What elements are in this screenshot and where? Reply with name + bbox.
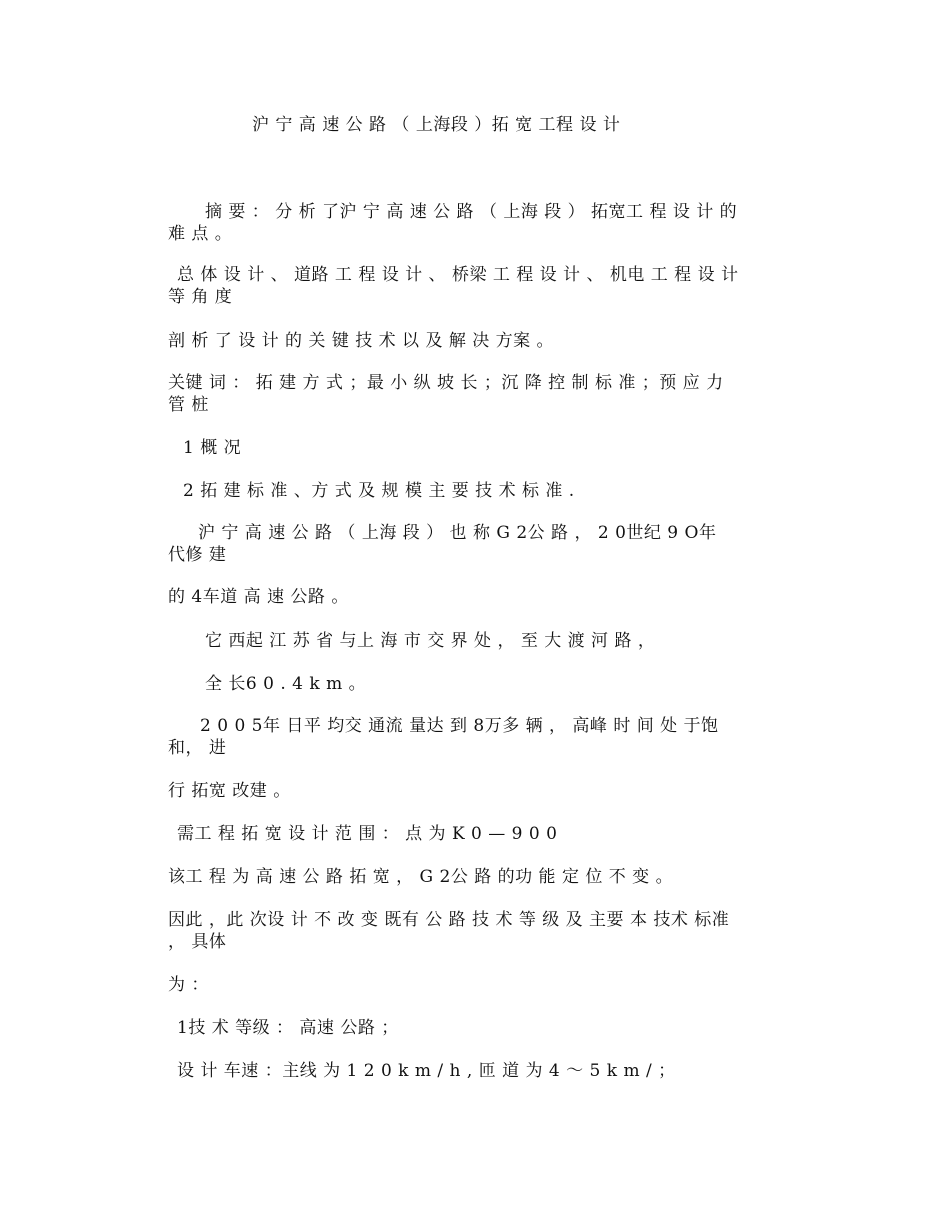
paragraph-line-12: ， 具体 xyxy=(168,932,227,952)
abstract-line-4: 等 角 度 xyxy=(168,287,233,307)
spec-line-1: 1技 术 等级 ： 高速 公路 ； xyxy=(177,1018,399,1038)
abstract-line-5: 剖 析 了 设 计 的 关 键 技 术 以 及 解 决 方案 。 xyxy=(168,331,555,351)
abstract-line-3: 总 体 设 计 、 道路 工 程 设 计 、 桥梁 工 程 设 计 、 机电 工 程 设 计 xyxy=(177,265,739,285)
abstract-line-1: 摘 要 ： 分 析 了沪 宁 高 速 公 路 （ 上海 段 ） 拓宽工 程 设 计 的 xyxy=(205,202,738,222)
document-title: 沪 宁 高 速 公 路 （ 上海段 ）拓 宽 工程 设 计 xyxy=(252,115,621,135)
abstract-line-2: 难 点 。 xyxy=(168,224,233,244)
keywords-line-2: 管 桩 xyxy=(168,395,209,415)
paragraph-line-2: 代修 建 xyxy=(168,545,227,565)
keywords-line-1: 关键 词 ： 拓 建 方 式 ；最 小 纵 坡 长 ；沉 降 控 制 标 准 ；预 应 力 xyxy=(168,373,724,393)
paragraph-line-3: 的 4车道 高 速 公路 。 xyxy=(168,587,349,607)
paragraph-line-4: 它 西起 江 苏 省 与上 海 市 交 界 处 ， 至 大 渡 河 路 ， xyxy=(205,631,656,651)
paragraph-line-9: 需工 程 拓 宽 设 计 范 围 ： 点 为 K 0 — 9 0 0 xyxy=(177,824,558,844)
paragraph-line-6: 2 0 0 5年 日平 均交 通流 量达 到 8万多 辆 ， 高峰 时 间 处 于饱 xyxy=(200,716,719,736)
section-heading-2: 2 拓 建 标 准 、方 式 及 规 模 主 要 技 术 标 准 . xyxy=(183,481,575,501)
paragraph-line-8: 行 拓宽 改建 。 xyxy=(168,781,291,801)
paragraph-line-5: 全 长6 0 . 4 k m 。 xyxy=(205,674,367,694)
paragraph-line-11: 因此 ，此 次设 计 不 改 变 既有 公 路 技 术 等 级 及 主要 本 技术 标准 xyxy=(168,910,730,930)
paragraph-line-10: 该工 程 为 高 速 公 路 拓 宽 ， G 2公 路 的功 能 定 位 不 变 。 xyxy=(168,867,674,887)
section-heading-1: 1 概 况 xyxy=(183,438,242,458)
paragraph-line-13: 为 ： xyxy=(168,975,209,995)
paragraph-line-7: 和， 进 xyxy=(168,738,227,758)
spec-line-2: 设 计 车速 ：主线 为 1 2 0 k m / h , 匝 道 为 4 ～ 5 k m / ； xyxy=(177,1061,676,1081)
paragraph-line-1: 沪 宁 高 速 公 路 （ 上海 段 ） 也 称 G 2公 路 ， 2 0世纪 9 O年 xyxy=(198,523,717,543)
